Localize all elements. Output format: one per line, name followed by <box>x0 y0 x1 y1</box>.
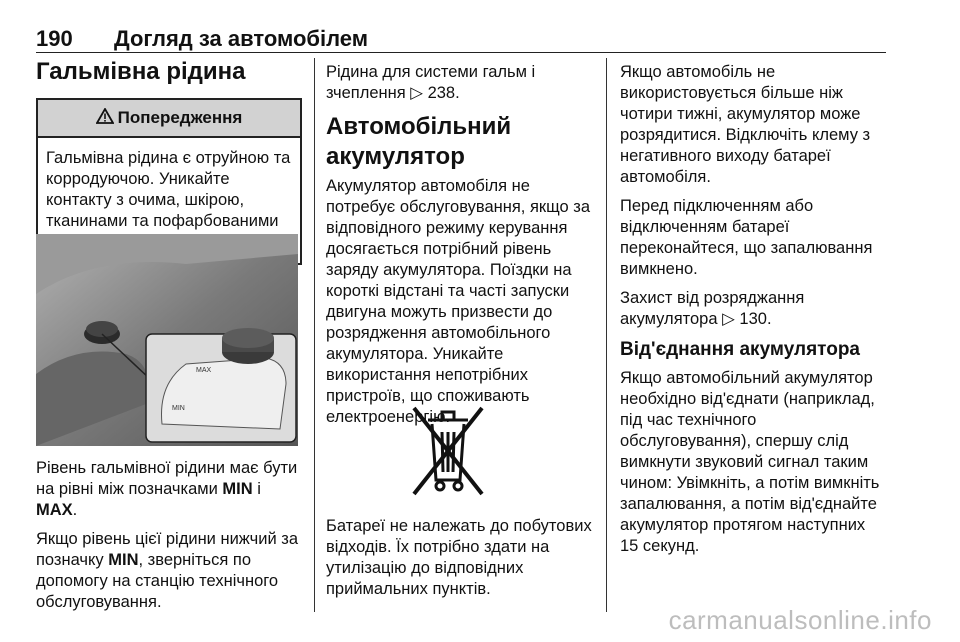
battery-paragraph: Акумулятор автомобіля не потребує обслуговування, якщо за відповідного режиму керування досягається потрібний рівень заряду акумулятора. Поїздки на короткі відстані та часті запуски двигуна можуть призвести до розрядження автомобільного акумулятора. Уникайте використання непотрібних пристроїв, що споживають електроенергію. <box>326 177 590 426</box>
min-mark: MIN <box>108 551 139 569</box>
min-mark: MIN <box>222 480 253 498</box>
page-number: 190 <box>36 26 73 51</box>
level-paragraph: Рівень гальмівної рідини має бути на рівні між позначками MIN і MAX. <box>36 459 298 519</box>
column-divider-1 <box>314 58 315 612</box>
brake-fluid-reference: Рідина для системи гальм і зчеплення ▷ 238. <box>326 63 536 102</box>
column-3-text <box>620 62 886 565</box>
chapter-title: Догляд за автомобілем <box>114 26 369 51</box>
max-mark: MAX <box>36 501 73 519</box>
disposal-text <box>326 516 594 608</box>
disconnect-paragraph: Якщо автомобільний акумулятор необхідно від'єднати (наприклад, під час технічного обслуговування), спершу слід вимкнути звуковий сигнал таким чином: Увімкніть, а потім вимкніть запалювання, а потім від'єднайте акумулятор протягом наступних 15 секунд. <box>620 369 880 555</box>
page-header <box>36 22 886 53</box>
crossed-out-bin-icon <box>404 398 492 502</box>
page-reference-link[interactable]: 238. <box>427 84 460 102</box>
max-mark-label: MAX <box>196 367 212 374</box>
disposal-paragraph: Батареї не належать до побутових відходів. Їх потрібно здати на утилізацію до відповідних приймальних пунктів. <box>326 517 592 598</box>
disconnect-heading: Від'єднання акумулятора <box>620 339 860 360</box>
ignition-paragraph: Перед підключенням або відключенням батареї переконайтеся, що запалювання вимкнено. <box>620 197 873 278</box>
battery-heading: Автомобільний акумулятор <box>326 113 512 170</box>
arrow-ref-icon: ▷ <box>722 310 735 328</box>
column-divider-2 <box>606 58 607 612</box>
low-level-paragraph: Якщо рівень цієї рідини нижчий за позначку MIN, зверніться по допомогу на станцію технічного обслуговування. <box>36 530 299 611</box>
brake-fluid-reservoir-photo <box>36 234 298 446</box>
min-mark-label: MIN <box>172 405 185 412</box>
page-reference-link[interactable]: 130. <box>739 310 772 328</box>
warning-header <box>38 100 300 138</box>
warning-triangle-icon <box>96 108 114 129</box>
column-2-text <box>326 62 594 436</box>
column-1-text <box>36 458 302 621</box>
section-title: Гальмівна рідина <box>36 58 246 85</box>
arrow-ref-icon: ▷ <box>410 84 423 102</box>
warning-text: Гальмівна рідина є отруйною та корродуючою. Уникайте контакту з очима, шкірою, тканинами та пофарбованими <box>46 149 291 230</box>
storage-paragraph: Якщо автомобіль не використовується більше ніж чотири тижні, акумулятор може розрядитися. Відключіть клему з негативного виходу батареї автомобіля. <box>620 63 871 186</box>
discharge-reference: Захист від розряджання акумулятора ▷ 130. <box>620 289 805 328</box>
watermark: carmanualsonline.info <box>668 605 932 635</box>
warning-title: Попередження <box>117 108 243 127</box>
